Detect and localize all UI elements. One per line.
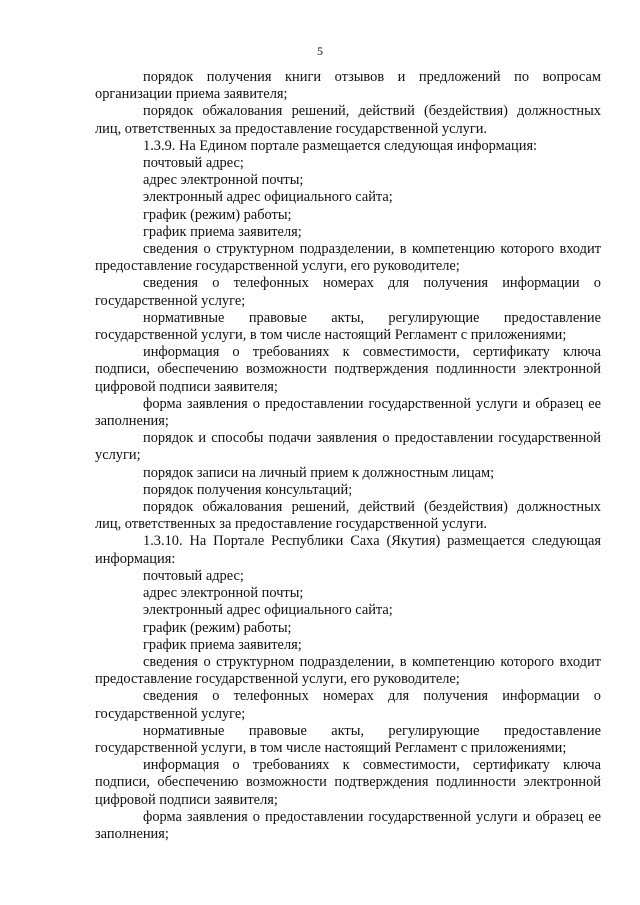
list-item: нормативные правовые акты, регулирующие предоставление государственной услуги, в том числе настоящий Регламент с приложениями; [95, 722, 601, 756]
paragraph: порядок получения книги отзывов и предложений по вопросам организации приема заявителя; [95, 69, 601, 103]
section-heading-1-3-9: 1.3.9. На Едином портале размещается следующая информация: [143, 137, 538, 154]
list-item: форма заявления о предоставлении государственной услуги и образец ее заполнения; [95, 808, 601, 842]
document-body [95, 69, 601, 843]
list-item: форма заявления о предоставлении государственной услуги и образец ее заполнения; [95, 395, 601, 430]
list-item: адрес электронной почты; [143, 585, 304, 602]
list-item: порядок и способы подачи заявления о предоставлении государственной услуги; [95, 430, 601, 464]
page-number: 5 [317, 44, 323, 58]
list-item: порядок получения консультаций; [143, 481, 353, 498]
section-heading-1-3-10: 1.3.10. На Портале Республики Саха (Якутия) размещается следующая информация: [95, 533, 601, 567]
list-item: информация о требованиях к совместимости, сертификату ключа подписи, обеспечению возможности подтверждения подлинности электронной цифровой подписи заявителя; [95, 757, 601, 808]
list-item: график (режим) работы; [143, 619, 292, 636]
paragraph: порядок обжалования решений, действий (бездействия) должностных лиц, ответственных за предоставление государственной услуги. [95, 103, 601, 137]
list-item: информация о требованиях к совместимости, сертификату ключа подписи, обеспечению возможности подтверждения подлинности электронной цифровой подписи заявителя; [95, 344, 601, 395]
list-item: нормативные правовые акты, регулирующие предоставление государственной услуги, в том числе настоящий Регламент с приложениями; [95, 309, 601, 344]
list-item: график приема заявителя; [143, 223, 302, 240]
list-item: почтовый адрес; [143, 567, 244, 584]
list-item: график приема заявителя; [143, 636, 302, 653]
list-item: порядок записи на личный прием к должностным лицам; [143, 464, 495, 481]
list-item: электронный адрес официального сайта; [143, 189, 393, 206]
list-item: сведения о телефонных номерах для получения информации о государственной услуге; [95, 688, 601, 722]
list-item: порядок обжалования решений, действий (бездействия) должностных лиц, ответственных за предоставление государственной услуги. [95, 499, 601, 533]
list-item: электронный адрес официального сайта; [143, 602, 393, 619]
list-item: сведения о структурном подразделении, в компетенцию которого входит предоставление государственной услуги, его руководителе; [95, 241, 601, 275]
list-item: адрес электронной почты; [143, 172, 304, 189]
list-item: график (режим) работы; [143, 206, 292, 223]
list-item: почтовый адрес; [143, 155, 244, 172]
list-item: сведения о структурном подразделении, в компетенцию которого входит предоставление государственной услуги, его руководителе; [95, 653, 601, 688]
list-item: сведения о телефонных номерах для получения информации о государственной услуге; [95, 275, 601, 309]
